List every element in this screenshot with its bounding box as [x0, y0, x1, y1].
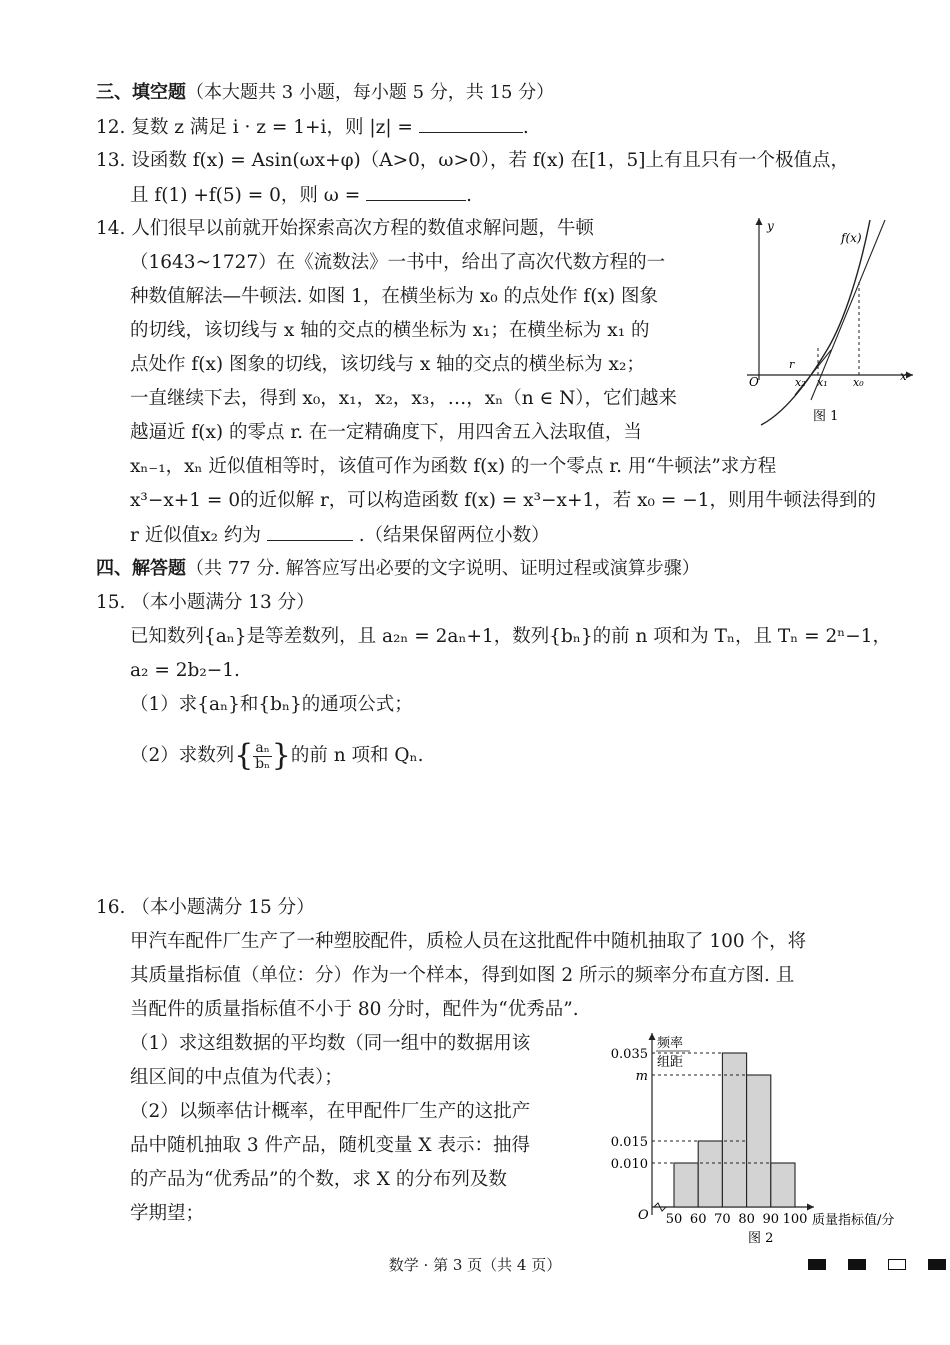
q16-line: 其质量指标值（单位：分）作为一个样本，得到如图 2 所示的频率分布直方图. 且 — [130, 965, 795, 986]
hist-ylabel-top: 频率 — [657, 1036, 684, 1051]
q16-line: 当配件的质量指标值不小于 80 分时，配件为“优秀品”. — [130, 999, 579, 1020]
fig1-curve — [761, 220, 870, 425]
fig1-caption: 图 1 — [813, 409, 839, 424]
q14-line: 点处作 f(x) 图象的切线，该切线与 x 轴的交点的横坐标为 x₂； — [130, 354, 645, 375]
question-13-line-2 — [130, 182, 472, 209]
q14-line: （1643~1727）在《流数法》一书中，给出了高次代数方程的一 — [130, 252, 666, 273]
q14-line: x³−x+1 = 0的近似解 r，可以构造函数 f(x) = x³−x+1，若 x₀ = −1，则用牛顿法得到的 — [130, 490, 876, 511]
page-footer: 数学 · 第 3 页（共 4 页） — [388, 1256, 562, 1274]
hist-x-tick-label: 70 — [714, 1212, 731, 1227]
q14-answer-blank[interactable] — [267, 522, 353, 541]
section-4-note: （共 77 分. 解答应写出必要的文字说明、证明过程或演算步骤） — [186, 558, 700, 579]
q15-score: （本小题满分 13 分） — [131, 592, 315, 613]
q16-part-line: 学期望； — [130, 1203, 205, 1224]
fig1-fx-label: f(x) — [841, 231, 862, 245]
fig1-x2-label: x₂ — [795, 376, 806, 389]
left-brace: { — [234, 738, 254, 773]
q16-part-line: （1）求这组数据的平均数（同一组中的数据用该 — [130, 1033, 531, 1054]
q13-answer-blank[interactable] — [366, 182, 466, 201]
q16-part-line: （2）以频率估计概率，在甲配件厂生产的这批产 — [130, 1101, 531, 1122]
q13-line-2: 且 f(1) +f(5) = 0，则 ω = — [130, 185, 361, 206]
fig1-r-label: r — [789, 358, 795, 371]
section-3-note: （本大题共 3 小题，每小题 5 分，共 15 分） — [186, 82, 555, 103]
section-4-title: 四、解答题 — [96, 558, 186, 579]
hist-origin: O — [638, 1208, 649, 1223]
hist-y-tick-label: m — [635, 1069, 648, 1084]
figure-1-newton — [745, 210, 920, 430]
hist-bar — [747, 1075, 771, 1207]
q13-end: . — [466, 185, 473, 206]
fig1-x0-label: x₀ — [853, 376, 864, 389]
hist-bar — [722, 1053, 746, 1207]
right-brace: } — [271, 738, 291, 773]
q12-number: 12. — [96, 117, 126, 138]
hist-y-tick-label: 0.010 — [610, 1157, 648, 1172]
q14-line: 越逼近 f(x) 的零点 r. 在一定精确度下，用四舍五入法取值，当 — [130, 422, 642, 443]
fraction-numerator: aₙ — [255, 739, 270, 756]
question-15-header — [96, 590, 315, 616]
q15-number: 15. — [96, 592, 126, 613]
fig1-y-label: y — [767, 219, 774, 233]
figure-2-histogram — [600, 1025, 920, 1250]
fraction — [253, 741, 271, 772]
section-4-header — [96, 556, 700, 582]
section-3-title: 三、填空题 — [96, 82, 186, 103]
hist-x-tick-label: 100 — [782, 1212, 808, 1227]
hist-xlabel: 质量指标值/分 — [812, 1213, 895, 1228]
q16-part-line: 的产品为“优秀品”的个数，求 X 的分布列及数 — [130, 1169, 507, 1190]
hist-x-tick-label: 90 — [762, 1212, 780, 1227]
footer-marker-filled — [848, 1259, 866, 1270]
fig1-x1-label: x₁ — [817, 376, 828, 389]
question-12 — [96, 114, 529, 141]
q14-number: 14. — [96, 218, 126, 239]
q14-line: 一直继续下去，得到 x₀，x₁，x₂，x₃，…，xₙ（n ∈ N），它们越来 — [130, 388, 678, 409]
question-13-line-1 — [96, 148, 849, 174]
hist-bar — [698, 1141, 722, 1207]
hist-x-tick-label: 50 — [665, 1212, 683, 1227]
section-3-header — [96, 80, 554, 106]
q14-last-line — [130, 522, 550, 549]
q15-line-2: a₂ = 2b₂−1. — [130, 660, 240, 681]
question-16-header — [96, 895, 315, 921]
q12-answer-blank[interactable] — [419, 114, 523, 133]
hist-y-tick-label: 0.015 — [610, 1135, 648, 1150]
q15-part-2-post: 的前 n 项和 Qₙ. — [290, 745, 424, 766]
hist-y-tick-label: 0.035 — [610, 1047, 648, 1062]
footer-marker-filled — [928, 1259, 946, 1270]
q16-line: 甲汽车配件厂生产了一种塑胶配件，质检人员在这批配件中随机抽取了 100 个，将 — [130, 931, 807, 952]
hist-x-tick-label: 60 — [689, 1212, 707, 1227]
q12-text: 复数 z 满足 i · z = 1+i，则 |z| = — [131, 117, 413, 138]
q14-line: 人们很早以前就开始探索高次方程的数值求解问题，牛顿 — [131, 218, 594, 239]
q14-line: 的切线，该切线与 x 轴的交点的横坐标为 x₁；在横坐标为 x₁ 的 — [130, 320, 650, 341]
q15-line-1: 已知数列{aₙ}是等差数列，且 a₂ₙ = 2aₙ+1，数列{bₙ}的前 n 项和为 Tₙ，且 Tₙ = 2ⁿ−1， — [130, 626, 892, 647]
q12-end: . — [522, 117, 529, 138]
q15-part-2-pre: （2）求数列 — [130, 745, 235, 766]
q15-part-1: （1）求{aₙ}和{bₙ}的通项公式； — [130, 694, 413, 715]
hist-bar — [674, 1163, 698, 1207]
hist-caption: 图 2 — [748, 1231, 774, 1246]
hist-ylabel-bottom: 组距 — [657, 1055, 684, 1070]
q14-last-post: .（结果保留两位小数） — [358, 525, 550, 546]
q16-part-line: 组区间的中点值为代表）； — [130, 1067, 343, 1088]
hist-x-tick-label: 80 — [738, 1212, 755, 1227]
question-14-line-1 — [96, 216, 594, 242]
footer-marker-filled — [808, 1259, 826, 1270]
q16-number: 16. — [96, 897, 126, 918]
fig1-tangent-1 — [811, 220, 885, 400]
fig1-origin: O — [749, 375, 759, 389]
q16-score: （本小题满分 15 分） — [131, 897, 315, 918]
footer-marker-empty — [888, 1259, 906, 1270]
q13-number: 13. — [96, 150, 126, 171]
q13-line-1: 设函数 f(x) = Asin(ωx+φ)（A>0，ω>0），若 f(x) 在[1，5]上有且只有一个极值点， — [131, 150, 849, 171]
q15-part-2 — [130, 736, 423, 776]
q16-part-line: 品中随机抽取 3 件产品，随机变量 X 表示：抽得 — [130, 1135, 530, 1156]
hist-bar — [771, 1163, 795, 1207]
q14-line: 种数值解法—牛顿法. 如图 1，在横坐标为 x₀ 的点处作 f(x) 图象 — [130, 286, 659, 307]
q14-line: xₙ₋₁，xₙ 近似值相等时，该值可作为函数 f(x) 的一个零点 r. 用“牛顿法”求方程 — [130, 456, 777, 477]
fraction-denominator: bₙ — [255, 755, 271, 772]
q14-last-pre: r 近似值x₂ 约为 — [130, 525, 261, 546]
fig1-x-label: x — [900, 369, 907, 383]
